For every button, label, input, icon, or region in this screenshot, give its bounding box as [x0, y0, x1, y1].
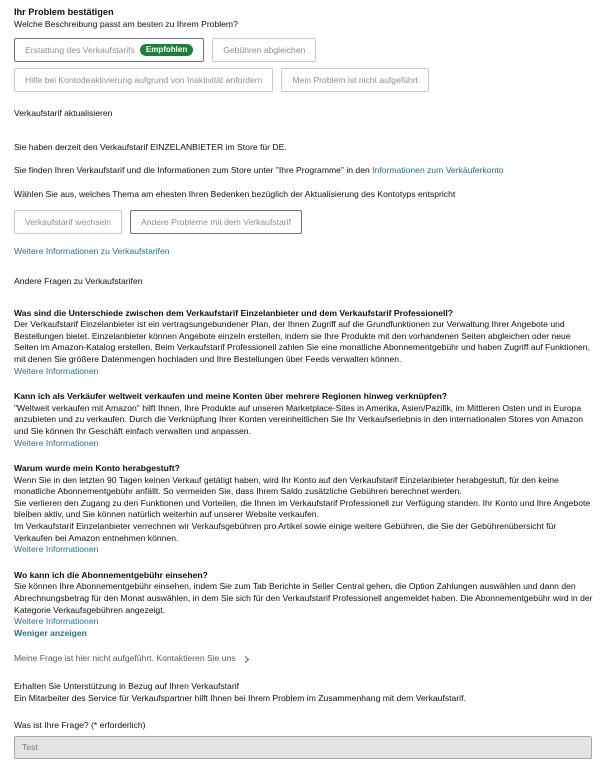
faq-answer-line: Wenn Sie in den letzten 90 Tagen keinen Verkauf getätigt haben, wird Ihr Konto auf den Verkaufstarif Einzelanbieter herabgestuft, für den keine monatliche Abonnementgebühr anfällt. So vermeiden Sie, dass Ihrem Saldo zusätzliche Gebühren berechnet werden. [14, 474, 559, 497]
change-plan-button[interactable]: Verkaufstarif wechseln [14, 210, 122, 234]
other-questions-title: Andere Fragen zu Verkaufstarifen [14, 275, 143, 286]
faq-question[interactable]: Kann ich als Verkäufer weltweit verkaufen und meine Konten über mehrere Regionen hinweg verknüpfen? [14, 391, 448, 402]
chevron-right-icon [242, 656, 249, 663]
contact-us-link[interactable] [14, 653, 594, 665]
faq-question[interactable]: Warum wurde mein Konto herabgestuft? [14, 463, 180, 474]
page-title: Ihr Problem bestätigen [14, 7, 114, 17]
fees-option-button[interactable]: Gebühren abgleichen [212, 38, 316, 62]
faq-question[interactable]: Was sind die Unterschiede zwischen dem Verkaufstarif Einzelanbieter und dem Verkaufstarif Professionell? [14, 307, 454, 318]
topic-buttons-row [14, 210, 594, 234]
faq-answer: Sie können Ihre Abonnementgebühr einsehen, indem Sie zum Tab Berichte in Seller Central gehen, die Option Zahlungen auswählen und dann den Abrechnungsbetrag für den Monat auswählen, in dem Sie sich für den Verkaufstarif Professionell angemeldet haben. Die Abonnementgebühr wird in der Kategorie Verkaufsgebühren angezeigt. [14, 581, 593, 615]
faq-question[interactable]: Wo kann ich die Abonnementgebühr einsehen? [14, 569, 208, 580]
support-title: Erhalten Sie Unterstützung in Bezug auf Ihren Verkaufstarif [14, 681, 239, 691]
refund-option-label: Erstattung des Verkaufstarifs [25, 45, 135, 55]
find-plan-prefix: Sie finden Ihren Verkaufstarif und die Informationen zum Store unter "Ihre Programme" in den [14, 165, 370, 176]
faq-more-link[interactable]: Weitere Informationen [14, 437, 99, 448]
faq-more-link[interactable]: Weitere Informationen [14, 365, 99, 376]
faq-more-link[interactable]: Weitere Informationen [14, 544, 99, 555]
question-input-value: Test [22, 742, 38, 753]
faq-answer: Der Verkaufstarif Einzelanbieter ist ein vertragsungebundener Plan, der Ihnen Zugriff auf die Grundfunktionen zur Verwaltung Ihrer Angebote und Bestellungen bietet. Einzelanbieter können Angebote einzeln erstellen, indem sie Ihre Produkte mit den vorhandenen Seiten abgleichen oder neue Seiten im Amazon-Katalog erstellen. Beim Verkaufstarif Professionell zahlen Sie eine monatliche Abonnementgebühr und haben Zugriff auf Funktionen, mit denen Sie größere Datenmengen hochladen und Ihre Bestellungen über Feeds verwalten können. [14, 319, 590, 364]
seller-account-info-link[interactable]: Informationen zum Verkäuferkonto [372, 165, 504, 176]
faq-more-link[interactable]: Weitere Informationen [14, 616, 99, 627]
problem-options-row-1 [14, 38, 594, 62]
refund-option-button[interactable] [14, 38, 204, 62]
other-problems-button[interactable]: Andere Probleme mit dem Verkaufstarif [130, 210, 302, 234]
faq-item [14, 391, 594, 449]
section-title: Verkaufstarif aktualisieren [14, 108, 113, 118]
show-less-link[interactable]: Weniger anzeigen [14, 627, 87, 638]
recommended-badge: Empfohlen [140, 44, 193, 56]
choose-topic-text: Wählen Sie aus, welches Thema am ehesten Ihren Bedenken bezüglich der Aktualisierung des Kontotyps entspricht [14, 188, 456, 199]
reactivation-option-button[interactable]: Hilfe bei Kontodeaktivierung aufgrund von Inaktivität anfordern [14, 68, 273, 92]
current-plan-text: Sie haben derzeit den Verkaufstarif EINZELANBIETER im Store für DE. [14, 141, 287, 152]
faq-item [14, 570, 594, 628]
faq-answer: "Weltweit verkaufen mit Amazon" hilft Ihnen, Ihre Produkte auf unseren Marketplace-Sites in Amerika, Asien/Pazifik, im Mittleren Osten und in Europa anzubieten und zu verkaufen. Durch die Verknüpfung Ihrer Konten vereinheitlichen Sie Ihr Verkaufserlebnis in den internationalen Stores von Amazon und Sie können Ihr Geschäft einfach verwalten und anpassen. [14, 402, 583, 436]
more-info-plans-link[interactable]: Weitere Informationen zu Verkaufstarifen [14, 246, 170, 257]
faq-item [14, 308, 594, 378]
page-subtitle: Welche Beschreibung passt am besten zu Ihrem Problem? [14, 19, 238, 29]
page-container [14, 6, 594, 759]
question-input[interactable] [14, 736, 592, 759]
not-listed-option-button[interactable]: Mein Problem ist nicht aufgeführt [281, 68, 429, 92]
find-plan-text [14, 165, 594, 177]
faq-answer-line: Im Verkaufstarif Einzelanbieter verrechnen wir Verkaufsgebühren pro Artikel sowie einige weitere Gebühren, die Sie der Gebührenübersicht für Verkaufen bei Amazon entnehmen können. [14, 521, 557, 543]
faq-answer-line: Sie verlieren den Zugang zu den Funktionen und Vorteilen, die Ihnen im Verkaufstarif Professionell zur Verfügung standen. Ihr Konto und Ihre Angebote bleiben aktiv, und Sie können natürlich weiterhin auf unserer Website verkaufen. [14, 497, 591, 520]
contact-us-label: Meine Frage ist hier nicht aufgeführt. Kontaktieren Sie uns [14, 653, 236, 664]
problem-options-row-2 [14, 68, 594, 92]
support-text: Ein Mitarbeiter des Service für Verkaufspartner hilft Ihnen bei Ihrem Problem im Zusammenhang mit dem Verkaufstarif. [14, 692, 466, 703]
faq-item [14, 463, 594, 556]
question-field-label: Was ist Ihre Frage? (* erforderlich) [14, 720, 146, 731]
